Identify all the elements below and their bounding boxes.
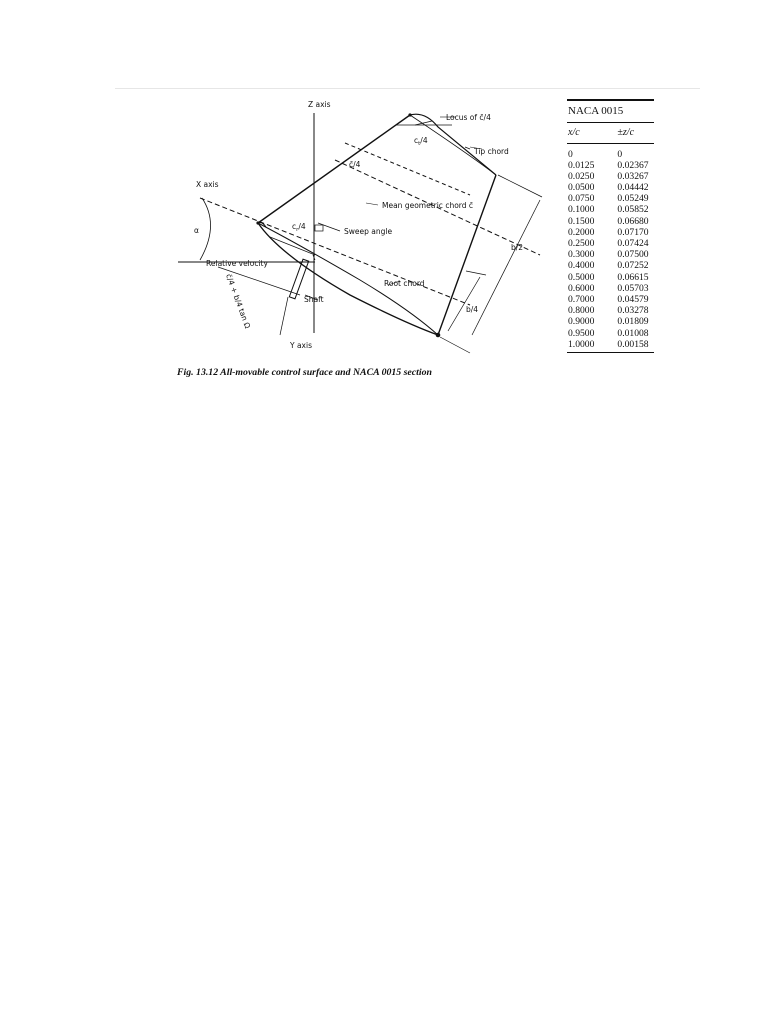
cell-x-over-c: 0.9000 xyxy=(568,316,595,328)
quarter-span-label: b/4 xyxy=(466,305,479,314)
cell-x-over-c: 0.0750 xyxy=(568,193,595,205)
cell-z-over-c: 0.04579 xyxy=(617,293,649,305)
table-row xyxy=(567,260,654,271)
sweep-angle-label: Sweep angle xyxy=(344,227,393,236)
table-row xyxy=(567,316,654,327)
header-z-over-c: ±z/c xyxy=(617,126,635,138)
x-axis-label: X axis xyxy=(196,180,219,189)
y-axis-label: Y axis xyxy=(290,341,312,350)
cell-z-over-c: 0 xyxy=(617,148,623,160)
table-row xyxy=(567,238,654,249)
root-chord-label: Root chord xyxy=(384,279,425,288)
table-row xyxy=(567,204,654,215)
mean-chord-label: Mean geometric chord c̄ xyxy=(382,201,474,210)
cell-x-over-c: 0.5000 xyxy=(568,271,595,283)
cell-z-over-c: 0.07170 xyxy=(617,226,649,238)
cell-x-over-c: 0.1500 xyxy=(568,215,595,227)
table-bottom-rule xyxy=(567,352,654,353)
cell-x-over-c: 0.0125 xyxy=(568,159,595,171)
cell-x-over-c: 0.2000 xyxy=(568,226,595,238)
cell-x-over-c: 0.7000 xyxy=(568,293,595,305)
cell-z-over-c: 0.07500 xyxy=(617,249,649,261)
cell-z-over-c: 0.02367 xyxy=(617,159,649,171)
cell-z-over-c: 0.05249 xyxy=(617,193,649,205)
cell-z-over-c: 0.05852 xyxy=(617,204,649,216)
table-row xyxy=(567,160,654,171)
shaft-label: Shaft xyxy=(304,295,324,304)
cell-x-over-c: 0.9500 xyxy=(568,327,595,339)
cell-x-over-c: 0 xyxy=(568,148,573,160)
table-row xyxy=(567,216,654,227)
z-axis-label: Z axis xyxy=(308,100,331,109)
half-span-label: b/2 xyxy=(511,243,524,252)
table-row xyxy=(567,339,654,350)
table-row xyxy=(567,171,654,182)
table-header xyxy=(567,123,654,143)
cell-x-over-c: 1.0000 xyxy=(568,338,595,350)
cell-z-over-c: 0.06615 xyxy=(617,271,649,283)
b2-dimension xyxy=(472,200,540,335)
cell-z-over-c: 0.03278 xyxy=(617,305,649,317)
cell-x-over-c: 0.1000 xyxy=(568,204,595,216)
table-row xyxy=(567,272,654,283)
cell-x-over-c: 0.0250 xyxy=(568,170,595,182)
cell-z-over-c: 0.00158 xyxy=(617,338,649,350)
figure-caption: Fig. 13.12 All-movable control surface and NACA 0015 section xyxy=(177,367,432,378)
x-axis-line xyxy=(200,198,470,305)
tip-quarter-chord-label: $c_t/4$ xyxy=(414,136,428,147)
page-top-rule xyxy=(115,88,700,89)
control-surface-diagram xyxy=(170,95,565,375)
root-quarter-chord-label: $c_r/4$ xyxy=(292,222,306,233)
table-row xyxy=(567,249,654,260)
table-row xyxy=(567,182,654,193)
table-title: NACA 0015 xyxy=(568,104,624,117)
locus-label: Locus of c̄/4 xyxy=(446,113,491,122)
cell-z-over-c: 0.05703 xyxy=(617,282,649,294)
alpha-label: α xyxy=(194,226,199,235)
table-row xyxy=(567,305,654,316)
table-row xyxy=(567,283,654,294)
alpha-arc xyxy=(200,198,211,260)
cell-z-over-c: 0.01008 xyxy=(617,327,649,339)
table-row xyxy=(567,328,654,339)
cell-z-over-c: 0.03267 xyxy=(617,170,649,182)
cell-z-over-c: 0.01809 xyxy=(617,316,649,328)
cell-z-over-c: 0.07252 xyxy=(617,260,649,272)
cell-z-over-c: 0.06680 xyxy=(617,215,649,227)
cell-x-over-c: 0.2500 xyxy=(568,238,595,249)
cell-x-over-c: 0.4000 xyxy=(568,260,595,272)
tip-chord-label: Tip chord xyxy=(474,147,509,156)
cell-x-over-c: 0.3000 xyxy=(568,249,595,261)
table-body xyxy=(567,144,654,352)
offset-label: c̄/4 + b/4 tan Ω xyxy=(224,272,253,330)
table-row xyxy=(567,149,654,160)
header-x-over-c: x/c xyxy=(568,126,580,138)
cell-x-over-c: 0.0500 xyxy=(568,182,595,194)
cell-z-over-c: 0.04442 xyxy=(617,182,649,194)
mean-quarter-chord-label: c̄/4 xyxy=(349,160,361,169)
table-row xyxy=(567,227,654,238)
relative-velocity-label: Relative velocity xyxy=(206,259,268,268)
cell-x-over-c: 0.6000 xyxy=(568,282,595,294)
naca-table xyxy=(567,99,654,353)
b4-dimension xyxy=(448,277,480,331)
cell-z-over-c: 0.07424 xyxy=(617,238,649,249)
table-row xyxy=(567,193,654,204)
table-row xyxy=(567,294,654,305)
control-surface-figure xyxy=(170,95,565,375)
shaft xyxy=(289,259,308,299)
cell-x-over-c: 0.8000 xyxy=(568,305,595,317)
